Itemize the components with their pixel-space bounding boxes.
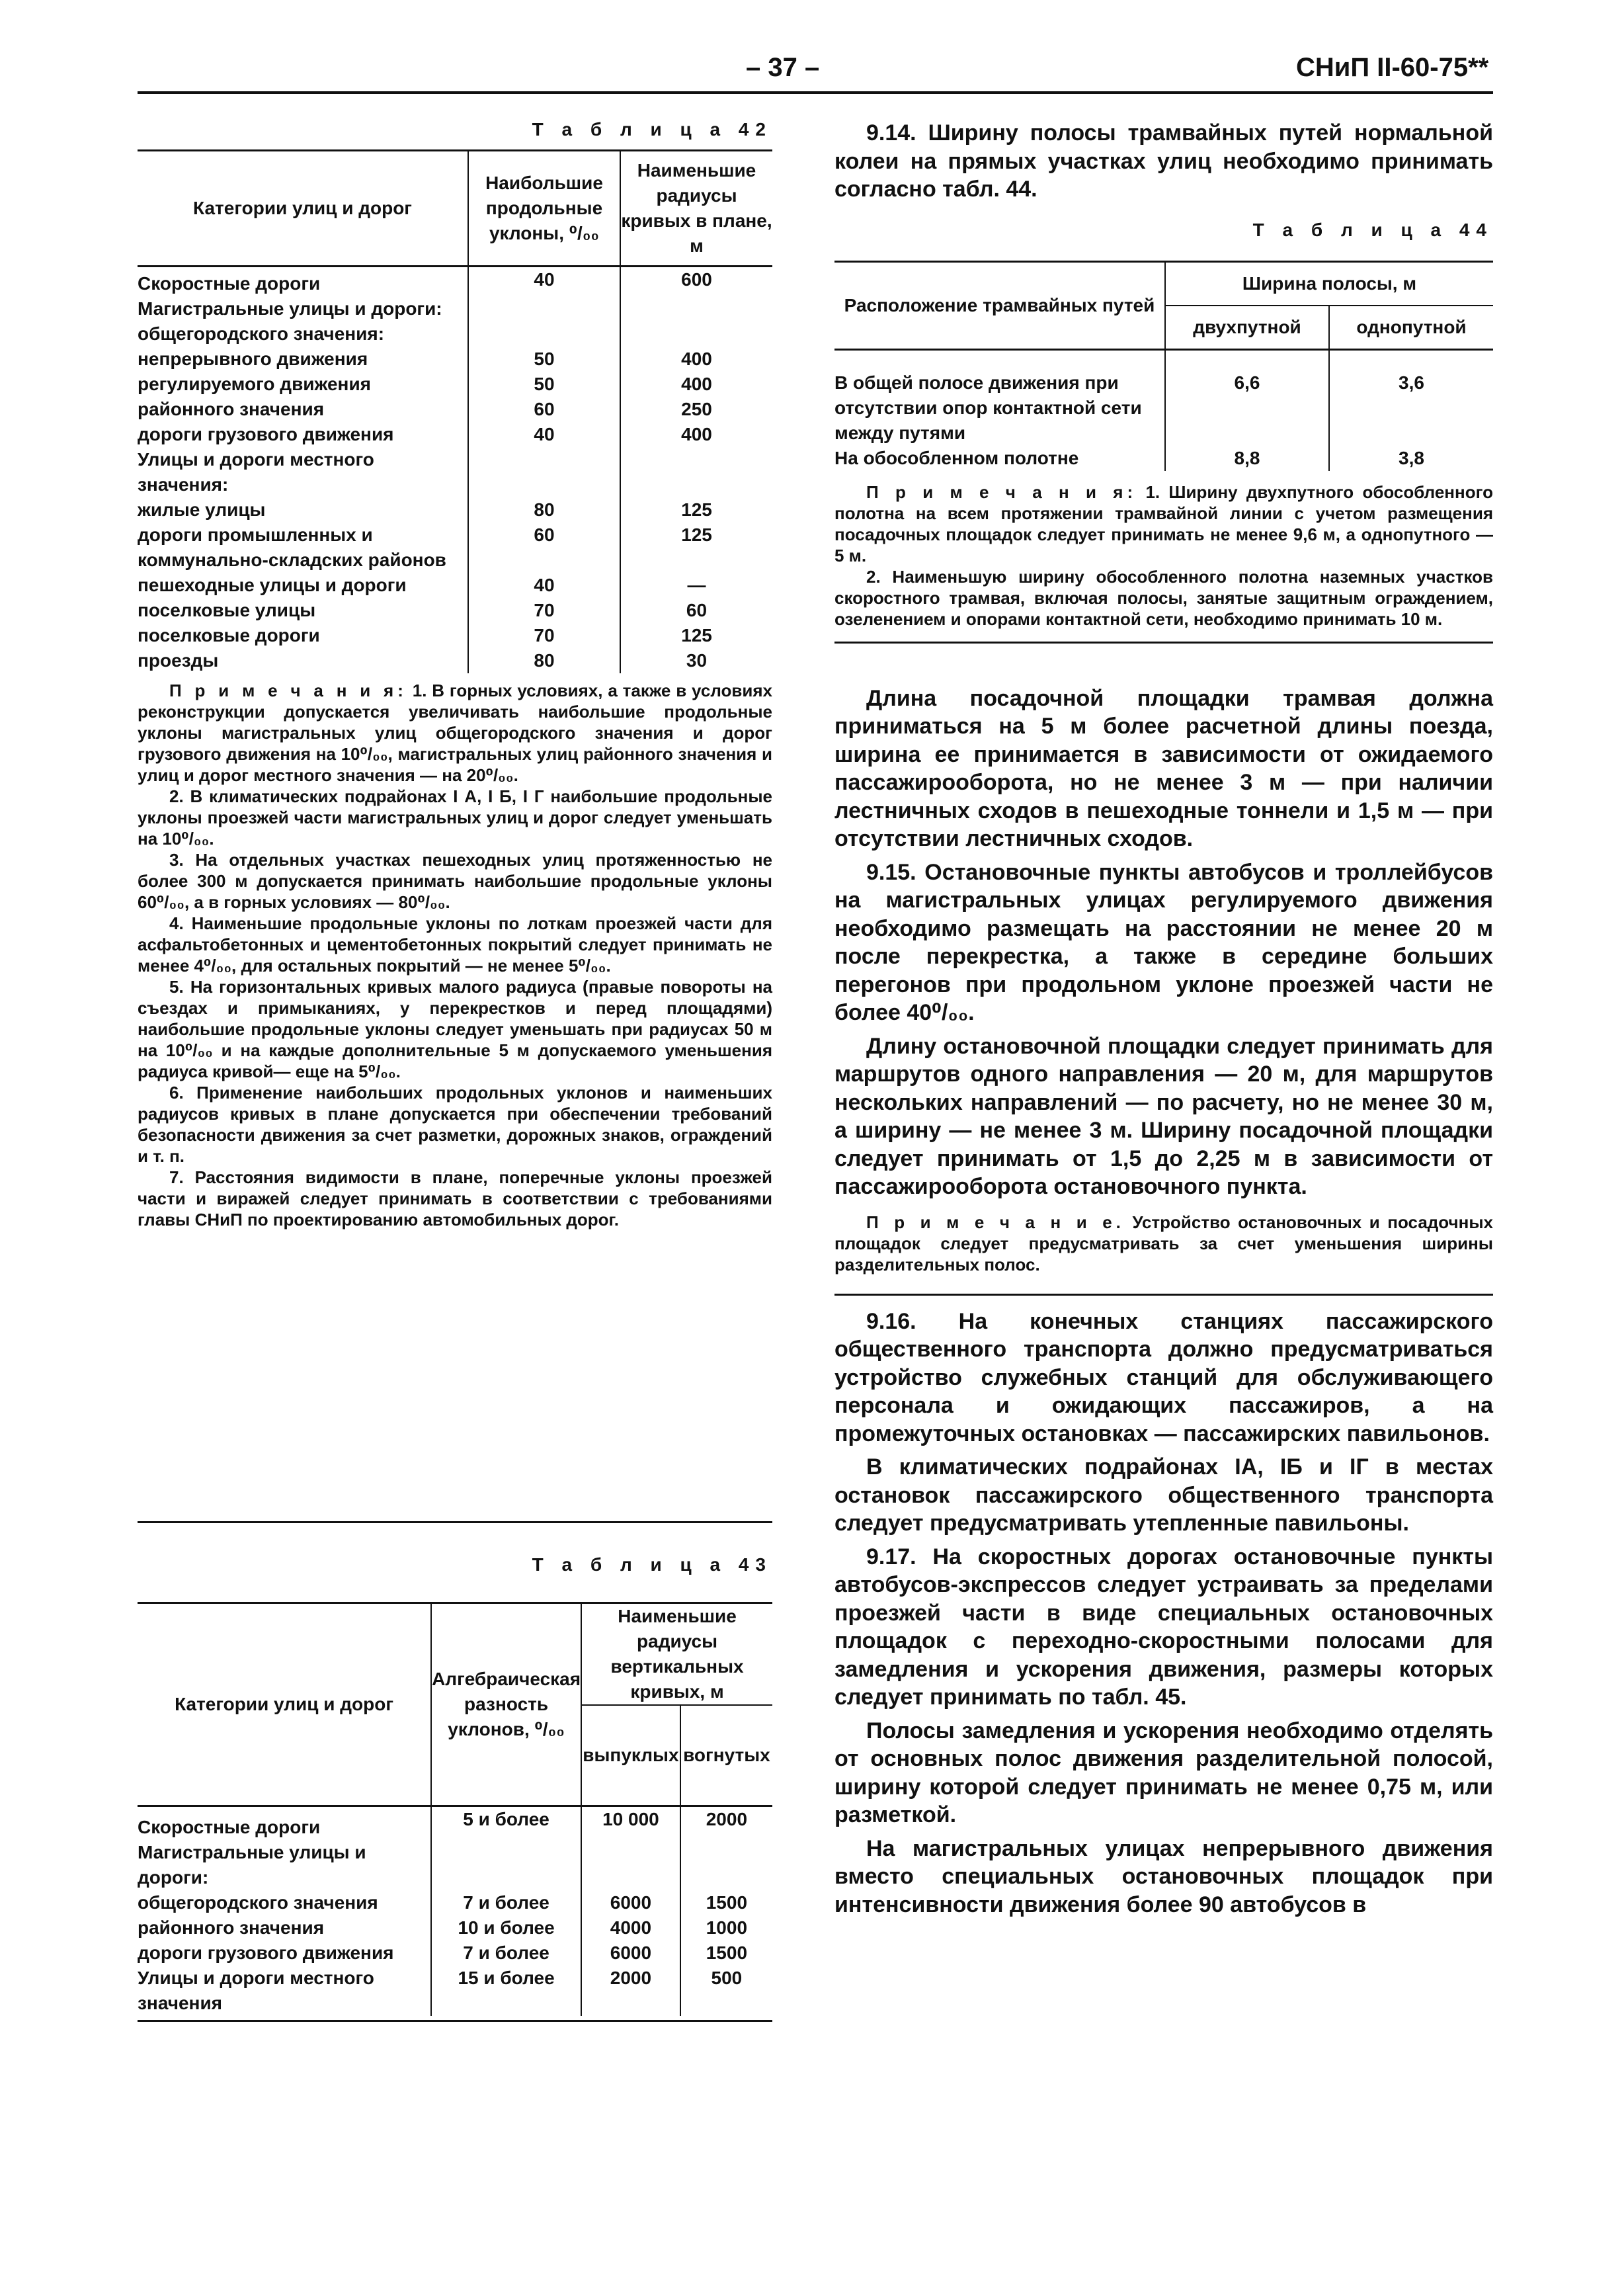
table44 <box>834 261 1493 471</box>
table42-note-7: 7. Расстояния видимости в плане, поперечные уклоны проезжей части и виражей следует принимать в соответствии с требованиями главы СНиП по проектированию автомобильных дорог. <box>138 1167 772 1230</box>
table42-notes <box>138 680 772 1230</box>
table43-cell-concave: 2000 <box>680 1806 772 1841</box>
table43-caption: Т а б л и ц а 43 <box>532 1554 772 1575</box>
table44-cell-single: 3,8 <box>1329 446 1493 471</box>
table42-row <box>138 321 772 347</box>
table42-row <box>138 623 772 648</box>
table42-cell-slope: 40 <box>468 267 620 297</box>
table43-row <box>138 1940 772 1966</box>
table42-cell-radius: 30 <box>620 648 772 673</box>
table42-row <box>138 267 772 297</box>
table43-row <box>138 1890 772 1915</box>
table43-col-concave: вогнутых <box>680 1705 772 1806</box>
table43-col-slope-diff: Алгебраическая разность уклонов, ⁰/₀₀ <box>431 1603 581 1806</box>
table42-cell-category: Улицы и дороги местного значения: <box>138 449 374 495</box>
page-number: – 37 – <box>746 53 820 82</box>
left-section-divider <box>138 1521 772 1523</box>
table43-cell-category: Магистральные улицы и дороги: <box>138 1842 366 1888</box>
table44-notes <box>834 481 1493 630</box>
table42-cell-slope: 80 <box>468 497 620 522</box>
table42-cell-category: поселковые улицы <box>138 600 316 620</box>
table42-cell-category: Скоростные дороги <box>138 273 321 294</box>
table42-cell-category: дороги грузового движения <box>138 424 394 444</box>
para-9-16: 9.16. На конечных станциях пассажирского общественного транспорта должно предусматриваться устройство служебных станций для обслуживающего персонала и ожидающих пассажиров, а на промежуточных остановках — пассажирских павильонов. <box>834 1308 1493 1446</box>
table42-cell-category: общегородского значения: <box>138 323 385 344</box>
table42-note-3: 3. На отдельных участках пешеходных улиц протяженностью не более 300 м допускается принимать наибольшие продольные уклоны 60⁰/₀₀, а в горных условиях — 80⁰/₀₀. <box>138 850 772 912</box>
para-pavilions: В климатических подрайонах IА, IБ и IГ в местах остановок пассажирского общественного транспорта следует предусматривать утепленные павильоны. <box>834 1454 1493 1536</box>
table42-cell-slope <box>468 447 620 497</box>
table43-cell-concave: 1000 <box>680 1915 772 1940</box>
table42-cell-category: районного значения <box>138 399 325 419</box>
para-decel-lanes: Полосы замедления и ускорения необходимо отделять от основных полос движения разделительной полосой, ширину которой следует принимать не менее 0,75 м, или разметкой. <box>834 1718 1493 1827</box>
table43-cell-slope-diff <box>431 1840 581 1890</box>
table44-note-2: 2. Наименьшую ширину обособленного полотна наземных участков скоростного трамвая, включая полосы, занятые защитным ограждением, озеленением и опорами контактной сети, необходимо принимать 10 м. <box>834 566 1493 629</box>
table43-cell-category: общегородского значения <box>138 1892 378 1913</box>
table43-cell-category: дороги грузового движения <box>138 1942 394 1963</box>
table42-col-max-slope: Наибольшие продольные уклоны, ⁰/₀₀ <box>468 151 620 267</box>
para-9-17: 9.17. На скоростных дорогах остановочные пункты автобусов-экспрессов следует устраивать за пределами проезжей части в виде специальных остановочных площадок с переходно-скоростными полосами для замедления и ускорения движения, размеры которых следует принимать по табл. 45. <box>834 1544 1493 1710</box>
table42-row <box>138 347 772 372</box>
table43-cell-convex: 6000 <box>581 1940 680 1966</box>
left-column-lower <box>138 1554 772 2022</box>
table42-cell-slope: 40 <box>468 422 620 447</box>
table42-cell-radius: 600 <box>620 267 772 297</box>
para-9-15: 9.15. Остановочные пункты автобусов и троллейбусов на магистральных улицах регулируемого движения необходимо размещать на расстоянии не менее 20 м после перекрестка, а также в середине больших перегонов при продольном уклоне проезжей части не более 40⁰/₀₀. <box>834 859 1493 1025</box>
table44-col-location: Расположение трамвайных путей <box>834 261 1165 349</box>
table43-cell-category: Скоростные дороги <box>138 1817 321 1837</box>
table42-cell-category: поселковые дороги <box>138 625 320 646</box>
table44-cell-single: 3,6 <box>1329 349 1493 446</box>
table43-row <box>138 1840 772 1890</box>
table43 <box>138 1602 772 2016</box>
table43-cell-category: Улицы и дороги местного значения <box>138 1968 374 2013</box>
table42-header-row <box>138 151 772 267</box>
para-continuous-traffic: На магистральных улицах непрерывного движения вместо специальных остановочных площадок при интенсивности движения более 90 автобусов в <box>834 1835 1493 1917</box>
table44-row <box>834 349 1493 446</box>
table44-cell-location: В общей полосе движения при отсутствии опор контактной сети между путями <box>834 372 1142 443</box>
table42-row <box>138 522 772 573</box>
table43-header-row-1 <box>138 1603 772 1706</box>
table42-cell-slope: 50 <box>468 372 620 397</box>
para-stop-length: Длину остановочной площадки следует принимать для маршрутов одного направления — 20 м, для маршрутов нескольких направлений — по расчету, но не менее 30 м, а ширину — не менее 3 м. Ширину посадочной площадки следует принимать от 1,5 до 2,25 м в зависимости от пассажирооборота остановочного пункта. <box>834 1033 1493 1199</box>
table43-cell-concave: 1500 <box>680 1940 772 1966</box>
table42-cell-slope <box>468 321 620 347</box>
table43-cell-convex: 10 000 <box>581 1806 680 1841</box>
para-9-14: 9.14. Ширину полосы трамвайных путей нормальной колеи на прямых участках улиц необходимо принимать согласно табл. 44. <box>834 120 1493 202</box>
table44-col-single: однопутной <box>1329 306 1493 350</box>
table42-row <box>138 397 772 422</box>
table42-cell-category: регулируемого движения <box>138 374 372 394</box>
table44-notes-label: П р и м е ч а н и я: <box>866 481 1137 502</box>
table42-row <box>138 372 772 397</box>
table42-cell-slope: 50 <box>468 347 620 372</box>
table42-row <box>138 573 772 598</box>
table42-cell-slope: 70 <box>468 598 620 623</box>
table42-note-6: 6. Применение наибольших продольных уклонов и наименьших радиусов кривых в плане допускается при обеспечении требований безопасности движения за счет разметки, дорожных знаков, ограждений и т. п. <box>138 1083 772 1166</box>
table44-bottom-rule <box>834 642 1493 644</box>
table43-cell-slope-diff: 7 и более <box>431 1890 581 1915</box>
table42-cell-radius: 125 <box>620 522 772 573</box>
table44-caption: Т а б л и ц а 44 <box>1252 219 1493 240</box>
table42-row <box>138 447 772 497</box>
table43-col-min-radius: Наименьшие радиусы вертикальных кривых, м <box>581 1603 772 1706</box>
header-rule <box>138 91 1493 94</box>
table43-cell-convex: 4000 <box>581 1915 680 1940</box>
table42-row <box>138 598 772 623</box>
table42-cell-slope <box>468 296 620 321</box>
table43-cell-slope-diff: 15 и более <box>431 1966 581 2016</box>
table44-note-1: 1. Ширину двухпутного обособленного полотна на всем протяжении трамвайной линии с учетом размещения посадочных площадок следует принимать не менее 9,6 м, а однопутного — 5 м. <box>834 481 1493 565</box>
table43-cell-concave: 500 <box>680 1966 772 2016</box>
table42-cell-radius: — <box>620 573 772 598</box>
table43-cell-concave <box>680 1840 772 1890</box>
table44-cell-double: 6,6 <box>1165 349 1329 446</box>
table43-cell-concave: 1500 <box>680 1890 772 1915</box>
right-note <box>834 1212 1493 1275</box>
table44-row <box>834 446 1493 471</box>
table42-col-category: Категории улиц и дорог <box>193 198 412 218</box>
right-note-rule <box>834 1294 1493 1296</box>
table43-cell-convex: 6000 <box>581 1890 680 1915</box>
table43-cell-slope-diff: 5 и более <box>431 1806 581 1841</box>
table42-cell-radius: 250 <box>620 397 772 422</box>
table42 <box>138 149 772 673</box>
table42-cell-slope: 80 <box>468 648 620 673</box>
table43-cell-convex: 2000 <box>581 1966 680 2016</box>
table42-cell-category: проезды <box>138 650 219 671</box>
table42-cell-radius <box>620 296 772 321</box>
table42-cell-category: жилые улицы <box>138 499 266 520</box>
table43-cell-category: районного значения <box>138 1917 325 1938</box>
table42-row <box>138 648 772 673</box>
table43-col-category: Категории улиц и дорог <box>138 1603 431 1806</box>
table42-cell-radius <box>620 321 772 347</box>
table42-cell-radius: 400 <box>620 347 772 372</box>
table42-cell-radius: 125 <box>620 497 772 522</box>
table42-caption: Т а б л и ц а 42 <box>532 119 772 140</box>
para-platform-length: Длина посадочной площадки трамвая должна приниматься на 5 м более расчетной длины поезда, ширина ее принимается в зависимости от ожидаемого пассажирооборота, но не менее 3 м — при наличии лестничных сходов в пешеходные тоннели и 1,5 м — при отсутствии лестничных сходов. <box>834 685 1493 851</box>
table43-cell-convex <box>581 1840 680 1890</box>
table42-note-5: 5. На горизонтальных кривых малого радиуса (правые повороты на съездах и примыканиях, у перекрестков и перед площадями) наибольшие продольные уклоны следует уменьшать при радиусах 50 м на 10⁰/₀₀ и на каждые дополнительные 5 м допускаемого уменьшения радиуса кривой— еще на 5⁰/₀₀. <box>138 977 772 1081</box>
table42-cell-category: Магистральные улицы и дороги: <box>138 298 442 319</box>
table42-note-2: 2. В климатических подрайонах I А, I Б, I Г наибольшие продольные уклоны проезжей части магистральных улиц и дорог следует уменьшать на 10⁰/₀₀. <box>138 786 772 849</box>
table43-bottom-rule <box>138 2020 772 2022</box>
table43-row <box>138 1915 772 1940</box>
table42-row <box>138 422 772 447</box>
table42-col-min-radius: Наименьшие радиусы кривых в плане, м <box>620 151 772 267</box>
table44-header-row-1 <box>834 261 1493 306</box>
table42-cell-category: дороги промышленных и коммунально-складских районов <box>138 524 446 570</box>
table42-note-1: 1. В горных условиях, а также в условиях реконструкции допускается увеличивать наибольшие продольные уклоны магистральных улиц общегородского значения и дорог грузового движения на 10⁰/₀₀, магистральных улиц районного значения и улиц и дорог местного значения — на 20⁰/₀₀. <box>138 681 772 785</box>
table42-cell-slope: 60 <box>468 522 620 573</box>
table42-note-4: 4. Наименьшие продольные уклоны по лоткам проезжей части для асфальтобетонных и цементобетонных покрытий следует принимать не менее 4⁰/₀₀, для остальных покрытий — не менее 5⁰/₀₀. <box>138 913 772 976</box>
table42-cell-slope: 70 <box>468 623 620 648</box>
right-column <box>834 119 1493 1924</box>
document-code: СНиП II-60-75** <box>1296 53 1489 82</box>
table42-row <box>138 296 772 321</box>
right-note-label: П р и м е ч а н и е. <box>866 1212 1125 1232</box>
table42-row <box>138 497 772 522</box>
table43-cell-slope-diff: 10 и более <box>431 1915 581 1940</box>
table42-cell-radius: 60 <box>620 598 772 623</box>
table44-col-width: Ширина полосы, м <box>1165 261 1493 306</box>
table42-cell-radius <box>620 447 772 497</box>
table42-cell-category: непрерывного движения <box>138 349 368 369</box>
left-column <box>138 119 772 1230</box>
table44-cell-location: На обособленном полотне <box>834 447 1079 468</box>
right-paragraphs-a <box>834 685 1493 1201</box>
table42-notes-label: П р и м е ч а н и я: <box>169 681 407 700</box>
table42-cell-radius: 125 <box>620 623 772 648</box>
table43-row <box>138 1806 772 1841</box>
right-paragraphs-b <box>834 1308 1493 1919</box>
table42-cell-radius: 400 <box>620 372 772 397</box>
table43-cell-slope-diff: 7 и более <box>431 1940 581 1966</box>
table42-cell-radius: 400 <box>620 422 772 447</box>
table42-cell-slope: 60 <box>468 397 620 422</box>
table42-cell-category: пешеходные улицы и дороги <box>138 575 407 595</box>
table44-col-double: двухпутной <box>1165 306 1329 350</box>
table44-cell-double: 8,8 <box>1165 446 1329 471</box>
table43-row <box>138 1966 772 2016</box>
right-note-text: Устройство остановочных и посадочных площадок следует предусматривать за счет уменьшения ширины разделительных полос. <box>834 1212 1493 1274</box>
table42-cell-slope: 40 <box>468 573 620 598</box>
table43-col-convex: выпуклых <box>581 1705 680 1806</box>
